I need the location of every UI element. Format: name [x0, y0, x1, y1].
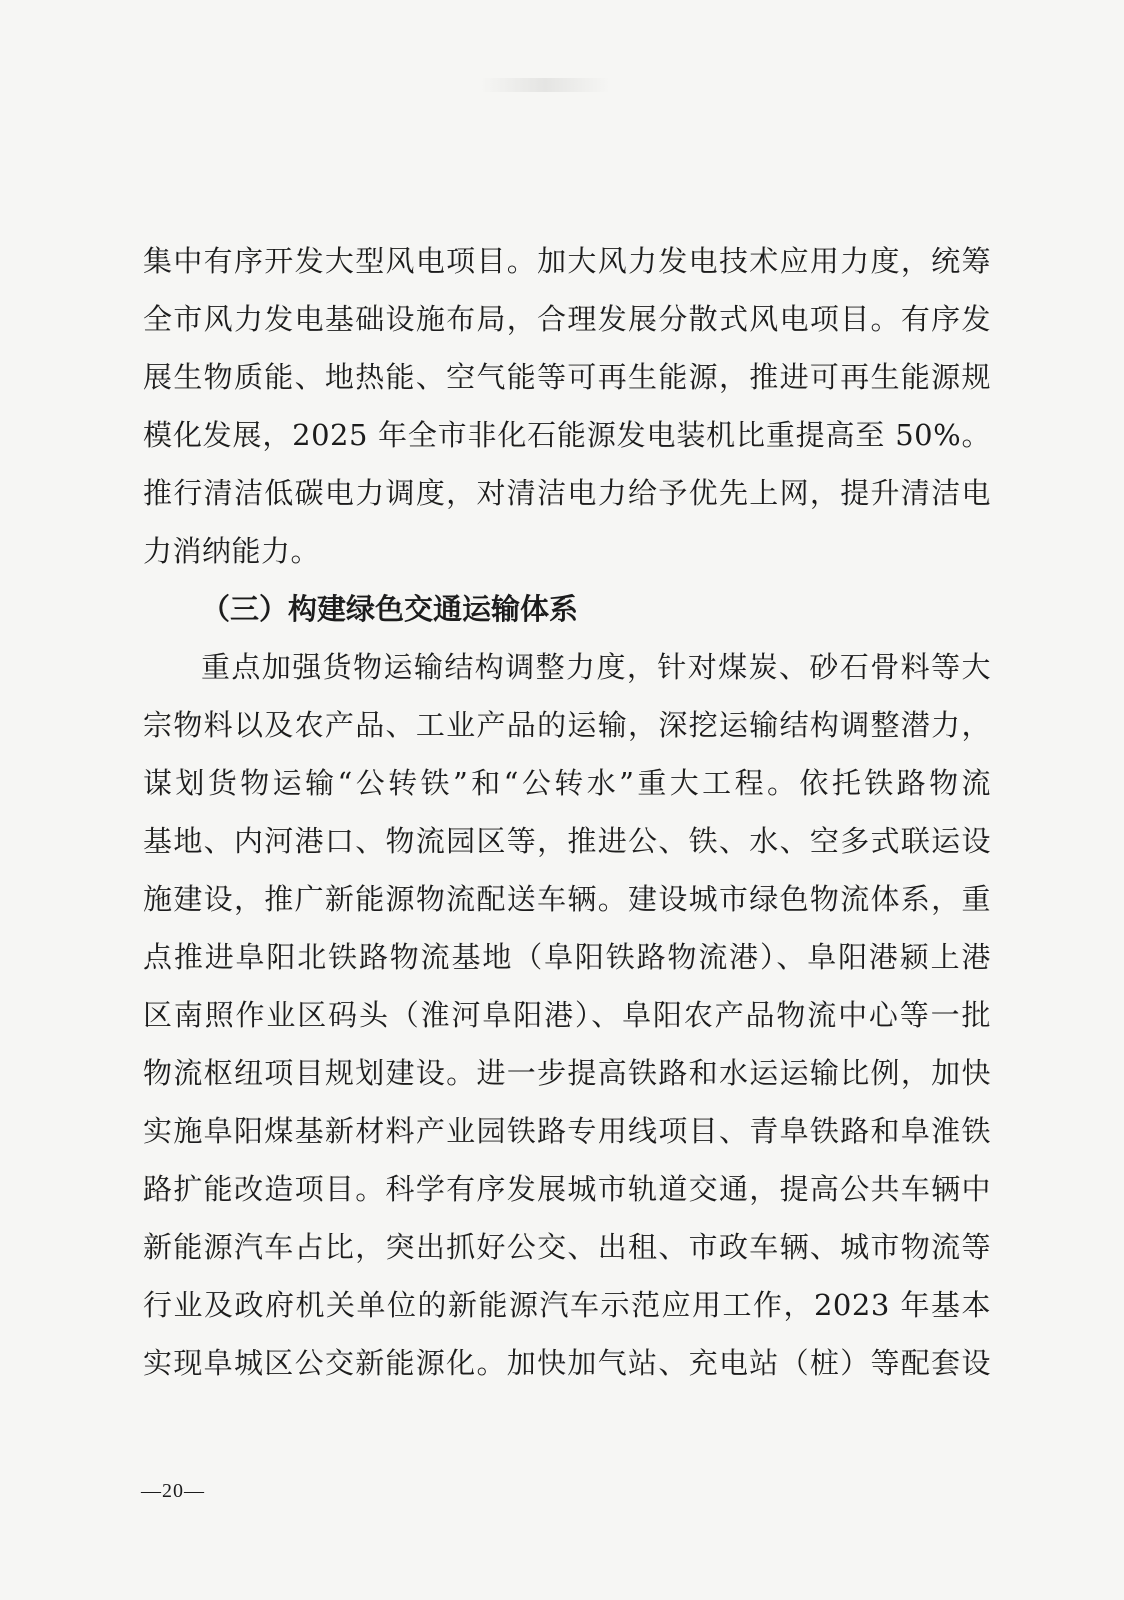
paragraph-2-line: 区南照作业区码头（淮河阜阳港）、阜阳农产品物流中心等一批	[143, 998, 991, 1032]
paragraph-1-line: 全市风力发电基础设施布局，合理发展分散式风电项目。有序发	[143, 302, 991, 336]
paragraph-2-line: 实施阜阳煤基新材料产业园铁路专用线项目、青阜铁路和阜淮铁	[143, 1114, 991, 1148]
paragraph-1-line: 模化发展，2025 年全市非化石能源发电装机比重提高至 50%。	[143, 418, 991, 452]
paragraph-2-line: 新能源汽车占比，突出抓好公交、出租、市政车辆、城市物流等	[143, 1230, 991, 1264]
paragraph-1-line: 力消纳能力。	[143, 534, 321, 568]
paragraph-2-line: 宗物料以及农产品、工业产品的运输，深挖运输结构调整潜力，	[143, 708, 991, 742]
paragraph-2-line: 路扩能改造项目。科学有序发展城市轨道交通，提高公共车辆中	[143, 1172, 991, 1206]
paragraph-2-line: 实现阜城区公交新能源化。加快加气站、充电站（桩）等配套设	[143, 1346, 991, 1380]
faint-header-mark	[480, 78, 610, 92]
paragraph-1-line: 推行清洁低碳电力调度，对清洁电力给予优先上网，提升清洁电	[143, 476, 991, 510]
paragraph-2-line: 物流枢纽项目规划建设。进一步提高铁路和水运运输比例，加快	[143, 1056, 991, 1090]
paragraph-2-line: 施建设，推广新能源物流配送车辆。建设城市绿色物流体系，重	[143, 882, 991, 916]
body-text	[143, 232, 991, 1392]
paragraph-2-line: 谋划货物运输“公转铁”和“公转水”重大工程。依托铁路物流	[143, 766, 991, 800]
page-number: —20—	[141, 1480, 205, 1502]
paragraph-2-line: 基地、内河港口、物流园区等，推进公、铁、水、空多式联运设	[143, 824, 991, 858]
paragraph-2-line: 点推进阜阳北铁路物流基地（阜阳铁路物流港）、阜阳港颍上港	[143, 940, 991, 974]
section-heading: （三）构建绿色交通运输体系	[201, 592, 579, 626]
paragraph-2-line: 重点加强货物运输结构调整力度，针对煤炭、砂石骨料等大	[201, 650, 991, 684]
paragraph-1-line: 展生物质能、地热能、空气能等可再生能源，推进可再生能源规	[143, 360, 991, 394]
paragraph-1-line: 集中有序开发大型风电项目。加大风力发电技术应用力度，统筹	[143, 244, 991, 278]
paragraph-2-line: 行业及政府机关单位的新能源汽车示范应用工作，2023 年基本	[143, 1288, 991, 1322]
